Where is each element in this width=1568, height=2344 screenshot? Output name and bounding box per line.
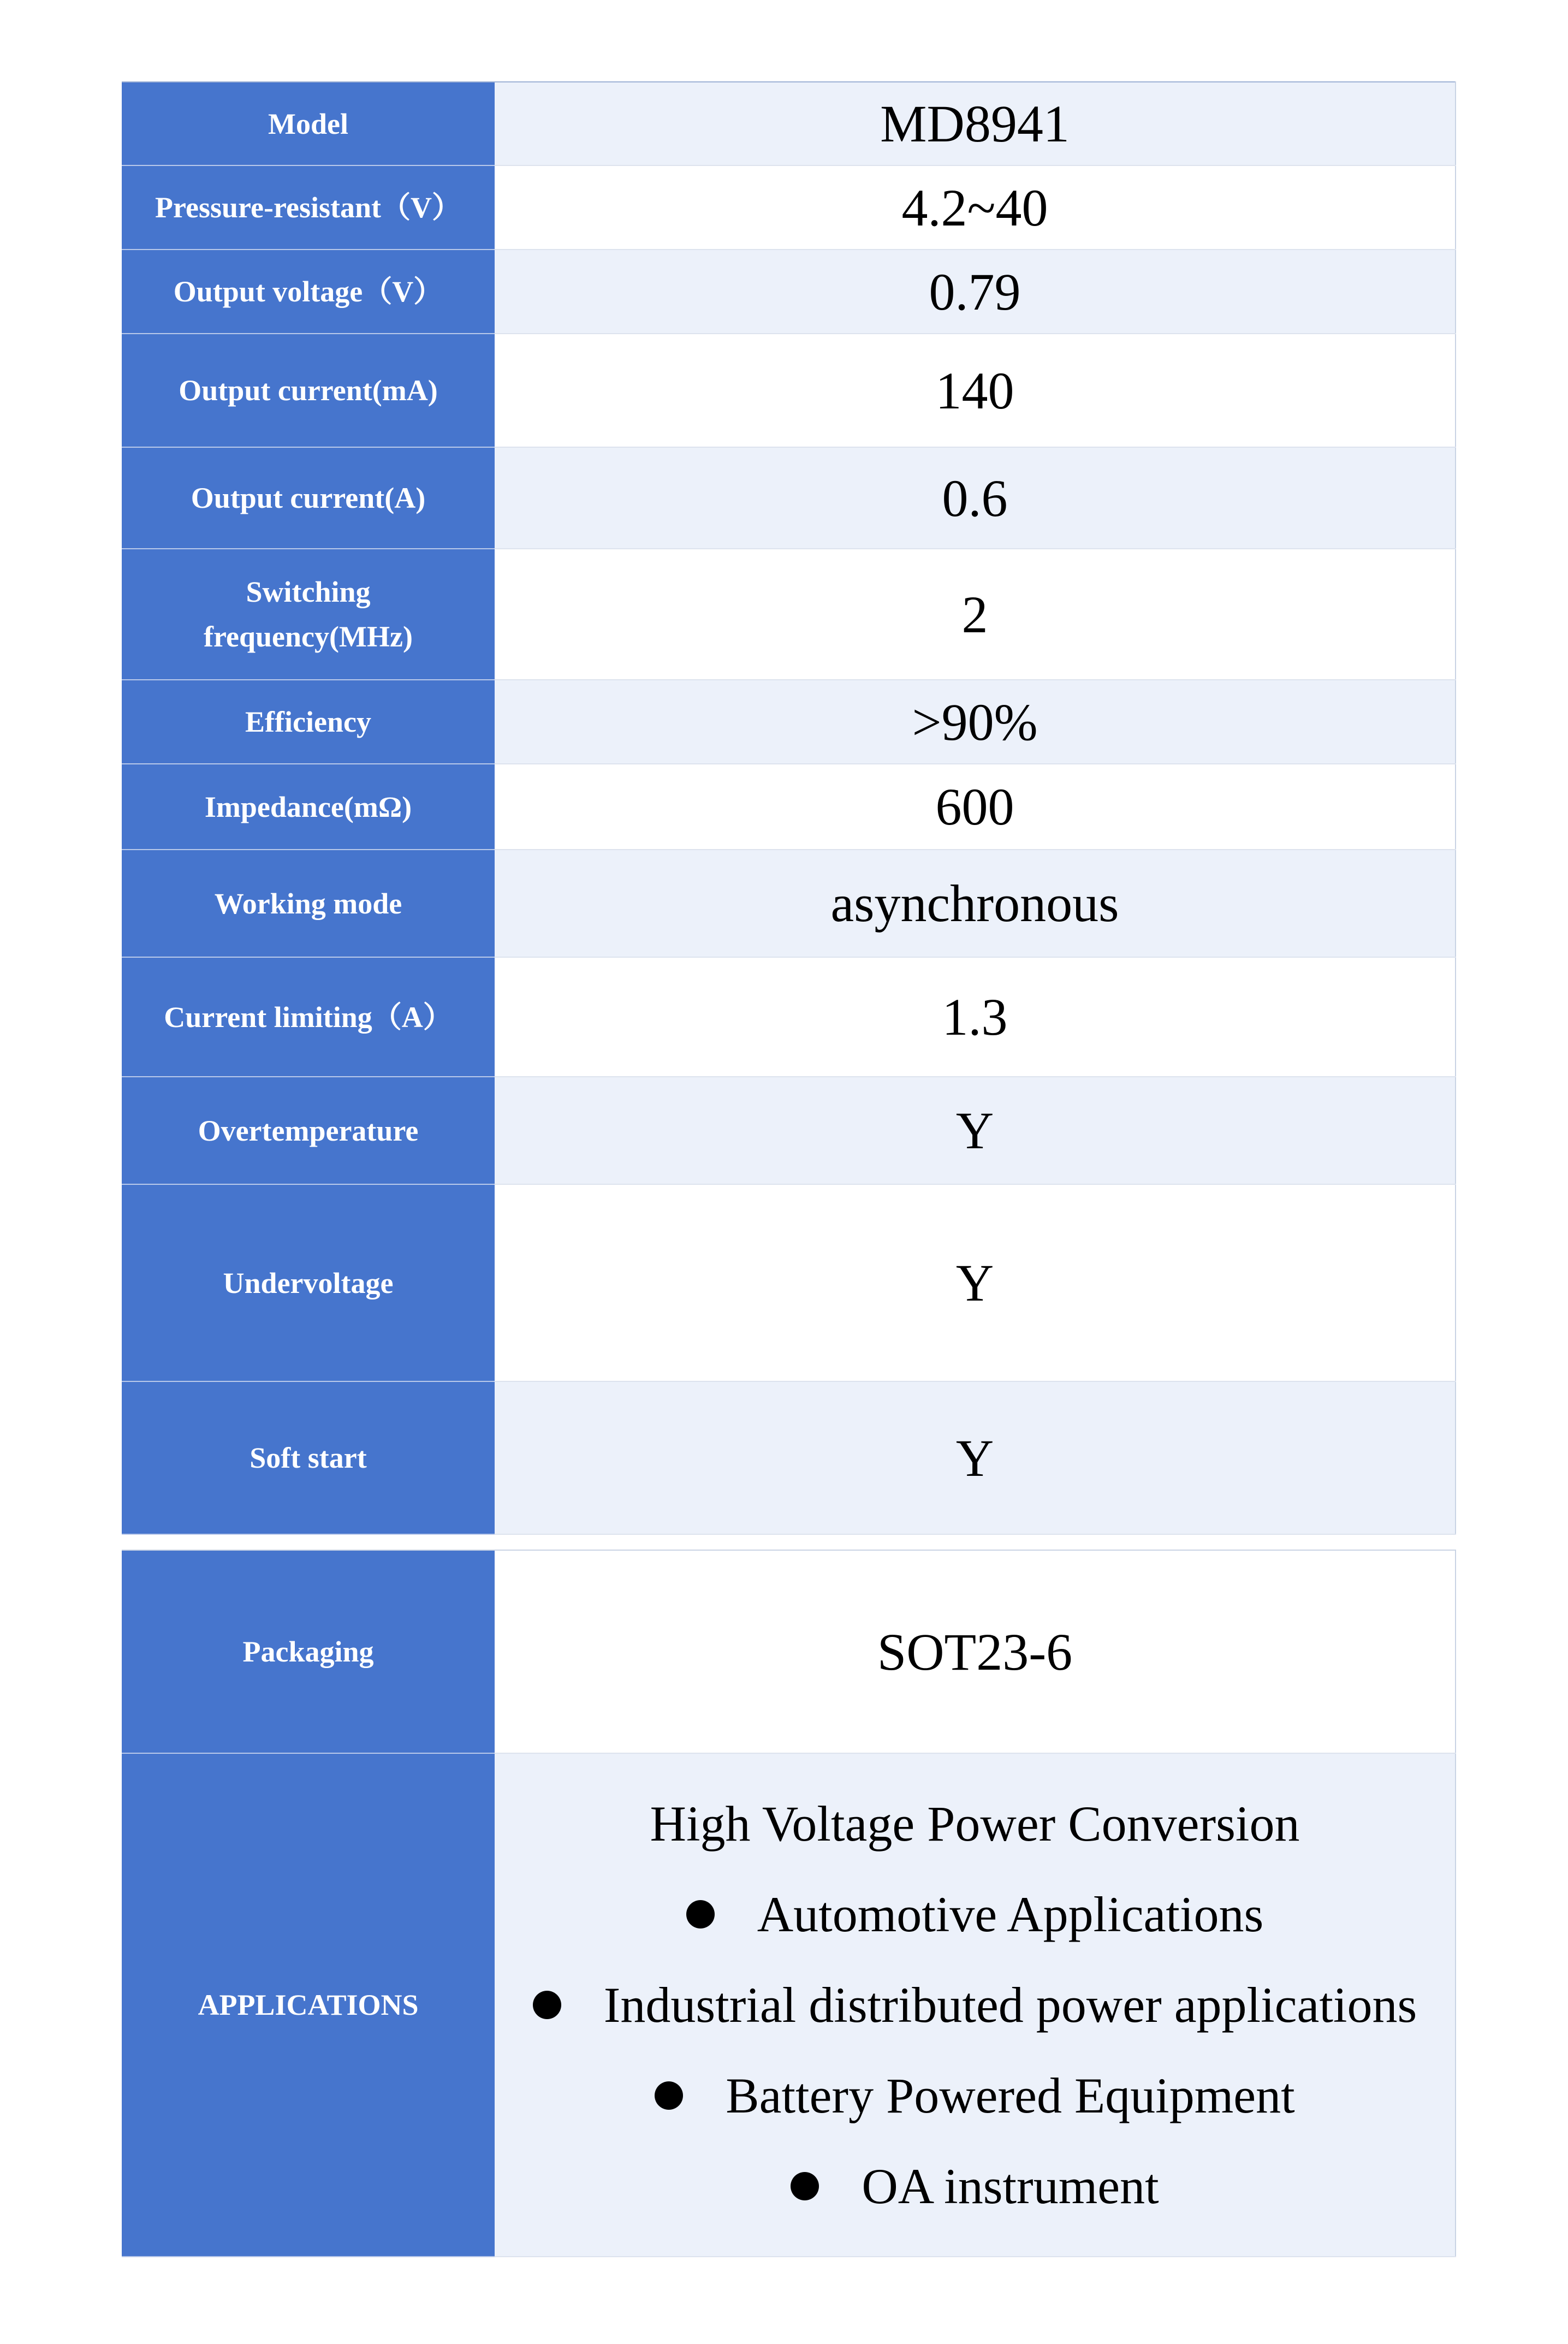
- applications-title: High Voltage Power Conversion: [650, 1796, 1300, 1852]
- applications-row: [122, 1753, 1456, 2257]
- spec-row-overtemperature: [122, 1077, 1456, 1184]
- application-item-text: Industrial distributed power applications: [603, 1977, 1417, 2033]
- spec-value: 140: [495, 334, 1456, 447]
- spec-label: Current limiting（A）: [122, 957, 495, 1077]
- spec-label: Switching frequency(MHz): [122, 549, 495, 680]
- spec-label: Working mode: [122, 850, 495, 957]
- packaging-label: Packaging: [122, 1550, 495, 1753]
- spec-value: Y: [495, 1381, 1456, 1534]
- spec-value: MD8941: [495, 82, 1456, 165]
- spec-table: [122, 81, 1456, 1535]
- spec-value: 1.3: [495, 957, 1456, 1077]
- spec-label: Output voltage（V）: [122, 250, 495, 334]
- spec-row-pressure-resistant: [122, 165, 1456, 250]
- bullet-icon: [686, 1900, 715, 1928]
- spec-value: 4.2~40: [495, 165, 1456, 250]
- bullet-icon: [791, 2172, 819, 2200]
- spec-label: Pressure-resistant（V）: [122, 165, 495, 250]
- spec-value: 0.6: [495, 447, 1456, 549]
- applications-label: APPLICATIONS: [122, 1753, 495, 2257]
- spec-row-switching-frequency: [122, 549, 1456, 680]
- spec-value: 600: [495, 764, 1456, 850]
- bullet-icon: [533, 1991, 561, 2019]
- spec-row-efficiency: [122, 680, 1456, 764]
- applications-cell: [495, 1753, 1456, 2257]
- spec-row-output-current-a: [122, 447, 1456, 549]
- spec-label: Undervoltage: [122, 1184, 495, 1381]
- spec-label: Efficiency: [122, 680, 495, 764]
- spec-label: Overtemperature: [122, 1077, 495, 1184]
- spec-value: >90%: [495, 680, 1456, 764]
- spec-label: Soft start: [122, 1381, 495, 1534]
- application-item: [495, 2141, 1455, 2232]
- spec-value: Y: [495, 1077, 1456, 1184]
- spec-row-impedance: [122, 764, 1456, 850]
- spec-row-undervoltage: [122, 1184, 1456, 1381]
- spec-row-current-limiting: [122, 957, 1456, 1077]
- spec-value: 0.79: [495, 250, 1456, 334]
- spec-value: 2: [495, 549, 1456, 680]
- spec-value: asynchronous: [495, 850, 1456, 957]
- spec-row-working-mode: [122, 850, 1456, 957]
- application-item: [495, 2050, 1455, 2141]
- packaging-applications-table: [122, 1550, 1456, 2257]
- application-item-text: OA instrument: [862, 2158, 1159, 2214]
- spec-row-model: [122, 82, 1456, 165]
- bullet-icon: [655, 2081, 683, 2110]
- packaging-row: [122, 1550, 1456, 1753]
- spec-label: Impedance(mΩ): [122, 764, 495, 850]
- application-item: [495, 1960, 1455, 2050]
- spec-value: Y: [495, 1184, 1456, 1381]
- spec-label: Output current(A): [122, 447, 495, 549]
- spec-label: Output current(mA): [122, 334, 495, 447]
- packaging-value: SOT23-6: [495, 1550, 1456, 1753]
- application-item: [495, 1869, 1455, 1960]
- spec-label: Model: [122, 82, 495, 165]
- spec-row-output-voltage: [122, 250, 1456, 334]
- spec-row-output-current-ma: [122, 334, 1456, 447]
- application-item-text: Automotive Applications: [757, 1886, 1264, 1942]
- application-item-text: Battery Powered Equipment: [726, 2068, 1295, 2123]
- spec-row-soft-start: [122, 1381, 1456, 1534]
